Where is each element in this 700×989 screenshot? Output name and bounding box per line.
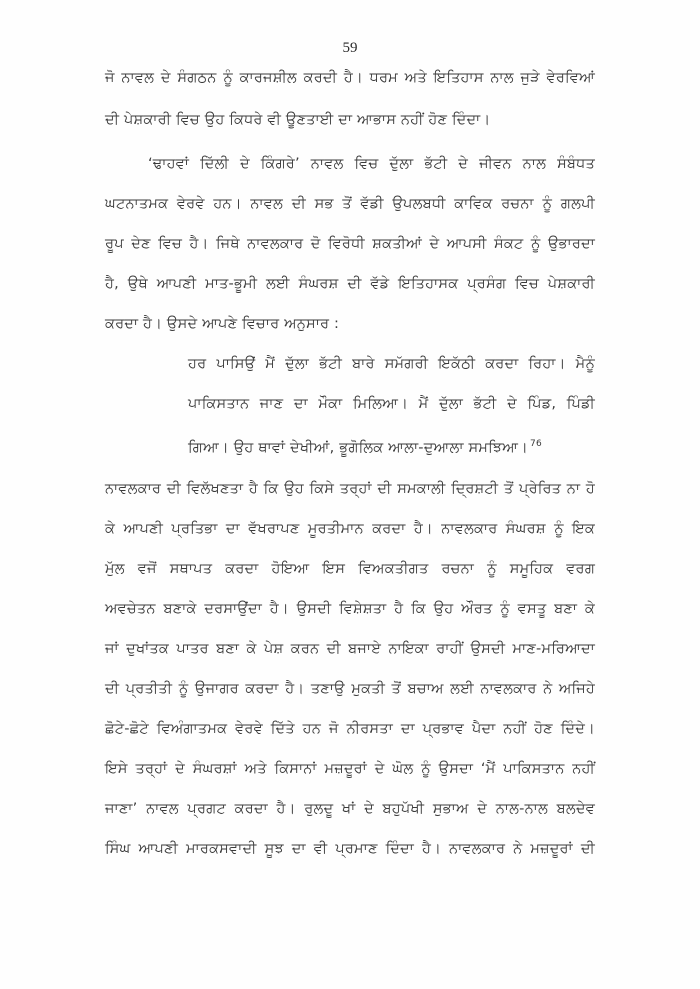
text-line: ਰੂਪ ਦੇਣ ਵਿਚ ਹੈ। ਜਿਥੇ ਨਾਵਲਕਾਰ ਦੋ ਵਿਰੋਧੀ ਸ਼ਕਤੀਆਂ ਦੇ ਆਪਸੀ ਸੰਕਟ ਨੂੰ ਉਭਾਰਦਾ: [105, 236, 595, 252]
text-line: ਜੋ ਨਾਵਲ ਦੇ ਸੰਗਠਨ ਨੂੰ ਕਾਰਜਸ਼ੀਲ ਕਰਦੀ ਹੈ। ਧਰਮ ਅਤੇ ਇਤਿਹਾਸ ਨਾਲ ਜੁੜੇ ਵੇਰਵਿਆਂ: [105, 70, 595, 86]
quote-line: [188, 434, 595, 458]
text-line: ਜਾਣਾ’ ਨਾਵਲ ਪ੍ਰਗਟ ਕਰਦਾ ਹੈ। ਰੁਲਦੂ ਖਾਂ ਦੇ ਬਹੁਪੱਖੀ ਸੁਭਾਅ ਦੇ ਨਾਲ-ਨਾਲ ਬਲਦੇਵ: [105, 801, 595, 817]
page-number: 59: [342, 40, 358, 56]
text-line: ਦੀ ਪ੍ਰਤੀਤੀ ਨੂੰ ਉਜਾਗਰ ਕਰਦਾ ਹੈ। ਤਣਾਉ ਮੁਕਤੀ ਤੋਂ ਬਚਾਅ ਲਈ ਨਾਵਲਕਾਰ ਨੇ ਅਜਿਹੇ: [105, 681, 595, 697]
text-line: ਛੋਟੇ-ਛੋਟੇ ਵਿਅੰਗਾਤਮਕ ਵੇਰਵੇ ਦਿੱਤੇ ਹਨ ਜੋ ਨੀਰਸਤਾ ਦਾ ਪ੍ਰਭਾਵ ਪੈਦਾ ਨਹੀਂ ਹੋਣ ਦਿੰਦੇ।: [105, 721, 595, 737]
text-line: ਸਿੰਘ ਆਪਣੀ ਮਾਰਕਸਵਾਦੀ ਸੂਝ ਦਾ ਵੀ ਪ੍ਰਮਾਣ ਦਿੰਦਾ ਹੈ। ਨਾਵਲਕਾਰ ਨੇ ਮਜ਼ਦੂਰਾਂ ਦੀ: [105, 841, 595, 857]
quote-line: ਪਾਕਿਸਤਾਨ ਜਾਣ ਦਾ ਮੌਕਾ ਮਿਲਿਆ। ਮੈਂ ਦੁੱਲਾ ਭੱਟੀ ਦੇ ਪਿੰਡ, ਪਿੰਡੀ: [188, 396, 595, 412]
quote-text: ਗਿਆ। ਉਹ ਥਾਵਾਂ ਦੇਖੀਆਂ, ਭੂਗੋਲਿਕ ਆਲਾ-ਦੁਆਲਾ ਸਮਝਿਆ।: [188, 440, 529, 456]
text-line: ਹੈ, ਉਥੇ ਆਪਣੀ ਮਾਤ-ਭੂਮੀ ਲਈ ਸੰਘਰਸ਼ ਦੀ ਵੱਡੇ ਇਤਿਹਾਸਕ ਪ੍ਰਸੰਗ ਵਿਚ ਪੇਸ਼ਕਾਰੀ: [105, 276, 595, 292]
text-line: ਇਸੇ ਤਰ੍ਹਾਂ ਦੇ ਸੰਘਰਸ਼ਾਂ ਅਤੇ ਕਿਸਾਨਾਂ ਮਜ਼ਦੂਰਾਂ ਦੇ ਘੋਲ ਨੂੰ ਉਸਦਾ ‘ਮੈਂ ਪਾਕਿਸਤਾਨ ਨਹੀਂ: [105, 761, 595, 777]
footnote-reference: 76: [530, 439, 542, 449]
text-line: ‘ਢਾਹਵਾਂ ਦਿੱਲੀ ਦੇ ਕਿੰਗਰੇ’ ਨਾਵਲ ਵਿਚ ਦੁੱਲਾ ਭੱਟੀ ਦੇ ਜੀਵਨ ਨਾਲ ਸੰਬੰਧਤ: [148, 156, 595, 172]
text-line: ਘਟਨਾਤਮਕ ਵੇਰਵੇ ਹਨ। ਨਾਵਲ ਦੀ ਸਭ ਤੋਂ ਵੱਡੀ ਉਪਲਬਧੀ ਕਾਵਿਕ ਰਚਨਾ ਨੂੰ ਗਲਪੀ: [105, 196, 595, 212]
quote-line: ਹਰ ਪਾਸਿਉਂ ਮੈਂ ਦੁੱਲਾ ਭੱਟੀ ਬਾਰੇ ਸਮੱਗਰੀ ਇਕੱਠੀ ਕਰਦਾ ਰਿਹਾ। ਮੈਨੂੰ: [188, 356, 595, 372]
text-line: ਕਰਦਾ ਹੈ। ਉਸਦੇ ਆਪਣੇ ਵਿਚਾਰ ਅਨੁਸਾਰ :: [105, 316, 340, 332]
text-line: ਅਵਚੇਤਨ ਬਣਾਕੇ ਦਰਸਾਉਂਦਾ ਹੈ। ਉਸਦੀ ਵਿਸ਼ੇਸ਼ਤਾ ਹੈ ਕਿ ਉਹ ਔਰਤ ਨੂੰ ਵਸਤੂ ਬਣਾ ਕੇ: [105, 601, 595, 617]
text-line: ਦੀ ਪੇਸ਼ਕਾਰੀ ਵਿਚ ਉਹ ਕਿਧਰੇ ਵੀ ਊਣਤਾਈ ਦਾ ਆਭਾਸ ਨਹੀਂ ਹੋਣ ਦਿੰਦਾ।: [105, 112, 491, 128]
text-line: ਨਾਵਲਕਾਰ ਦੀ ਵਿਲੱਖਣਤਾ ਹੈ ਕਿ ਉਹ ਕਿਸੇ ਤਰ੍ਹਾਂ ਦੀ ਸਮਕਾਲੀ ਦ੍ਰਿਸ਼ਟੀ ਤੋਂ ਪ੍ਰੇਰਿਤ ਨਾ ਹੋ: [105, 481, 595, 497]
text-line: ਕੇ ਆਪਣੀ ਪ੍ਰਤਿਭਾ ਦਾ ਵੱਖਰਾਪਣ ਮੂਰਤੀਮਾਨ ਕਰਦਾ ਹੈ। ਨਾਵਲਕਾਰ ਸੰਘਰਸ਼ ਨੂੰ ਇਕ: [105, 521, 595, 537]
text-line: ਜਾਂ ਦੁਖਾਂਤਕ ਪਾਤਰ ਬਣਾ ਕੇ ਪੇਸ਼ ਕਰਨ ਦੀ ਬਜਾਏ ਨਾਇਕਾ ਰਾਹੀਂ ਉਸਦੀ ਮਾਣ-ਮਰਿਆਦਾ: [105, 641, 595, 657]
text-line: ਮੁੱਲ ਵਜੋਂ ਸਥਾਪਤ ਕਰਦਾ ਹੋਇਆ ਇਸ ਵਿਅਕਤੀਗਤ ਰਚਨਾ ਨੂੰ ਸਮੂਹਿਕ ਵਰਗ: [105, 561, 595, 577]
